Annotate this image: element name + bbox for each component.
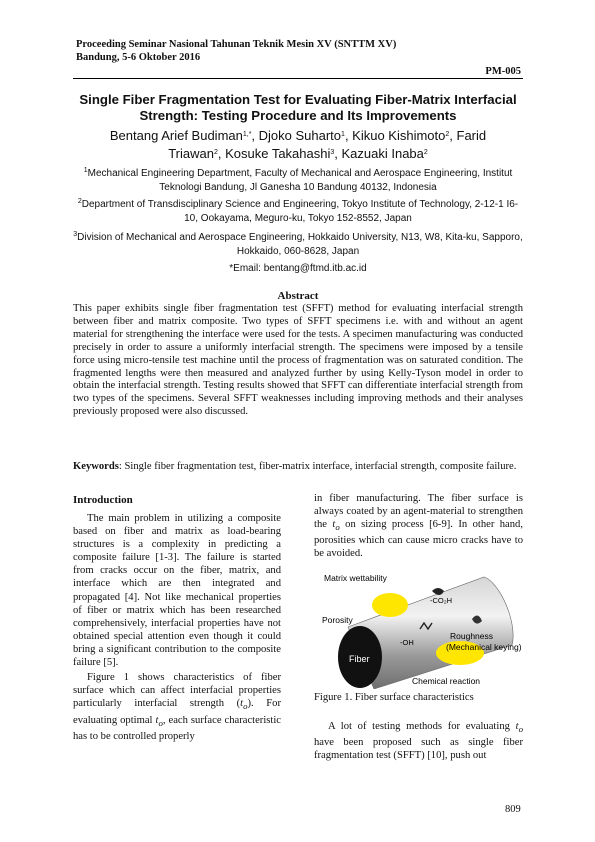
introduction-heading: Introduction [73,494,133,506]
label-chemical-reaction: Chemical reaction [412,676,481,686]
abstract-heading: Abstract [277,290,319,302]
proceeding-title: Proceeding Seminar Nasional Tahunan Teknik Mesin XV (SNTTM XV) [76,39,397,50]
label-oh-group: -OH [400,638,414,647]
proceeding-header [76,38,536,64]
intro-paragraph-4: A lot of testing methods for evaluating $t_o$ have been proposed such as single fiber fragmentation test (SFFT) [10], push out [314,721,523,762]
intro-paragraph-3: in fiber manufacturing. The fiber surface is always coated by an agent-material to strengthen the $t_o$ on sizing process [6-9]. In other hand, porosities which can cause micro cracks have to be avoided. [314,493,524,560]
page-number: 809 [505,804,521,815]
proceeding-location: Bandung, 5-6 Oktober 2016 [76,52,201,63]
figure-1-caption: Figure 1. Fiber surface characteristics [314,692,474,703]
paper-title: Single Fiber Fragmentation Test for Evaluating Fiber-Matrix Interfacial Strength: Testing Procedure and Its Improvements [79,92,517,123]
header-divider [73,78,523,79]
affiliation-2: $^2$Department of Transdisciplinary Science and Engineering, Tokyo Institute of Technology, 2-12-1 I6-10, Ookayama, Meguro-ku, Tokyo 152-8552, Japan [77,198,519,224]
keywords-text: : Single fiber fragmentation test, fiber-matrix interface, interfacial strength, composite failure. [118,461,517,472]
author-line-1: Bentang Arief Budiman$^{1,*}$, Djoko Suharto$^1$, Kikuo Kishimoto$^2$, Farid [109,128,487,143]
right-column-top [314,492,523,561]
figure-1-fiber-surface [312,563,524,689]
intro-paragraph-2: Figure 1 shows characteristics of fiber surface which can affect interfacial properties particularly interfacial strength $(t_o)$. For evaluating optimal $t_o$, each surface characteristic has to be controlled properly [73,672,281,742]
keywords [73,460,523,473]
label-co2h-group: -CO₂H [430,596,453,605]
matrix-wettability-patch [372,593,408,617]
right-column-bottom [314,720,523,762]
keywords-label: Keywords [73,461,119,472]
abstract-text: This paper exhibits single fiber fragmentation test (SFFT) method for evaluating interfacial strength between fiber and matrix composite. Two types of SFFT specimens i.e. with and without an agent material for strengthening the interface were used for the tests. A specimen manufacturing was conducted precisely in order to assure a uniformly interfacial strength. The specimens were imposed by a tensile force using micro-tensile test machine until the process of fragmentation was on saturated condition. The fragmented lengths were then measured and analyzed further by using Kelly-Tyson model in order to obtain the interfacial strength. Testing results showed that SFFT can differentiate interfacial strength from two types of the specimens. Several SFFT weaknesses including improving methods and their analyses previously proposed were also discussed. [73,303,523,418]
label-fiber: Fiber [349,654,370,664]
author-list [80,127,516,163]
intro-paragraph-1: The main problem in utilizing a composite based on fiber and matrix as load-bearing structures is a complexity in predicting a composite failure [1-3]. The failure is started from cracks occur on the fiber, matrix, and interface which are then integrated and propagated [4]. Not like mechanical properties of fiber or matrix which has been researched comprehensively, interfacial properties have not obtained special attention even though it could bring a significant contribution to the composite failure [5]. [73,513,281,669]
label-porosity: Porosity [322,615,353,625]
author-line-2: Triawan$^2$, Kosuke Takahashi$^3$, Kazuaki Inaba$^2$ [168,146,428,161]
paper-code: PM-005 [485,66,521,77]
label-roughness: Roughness [450,631,494,641]
label-matrix-wettability: Matrix wettability [324,573,387,583]
left-column [73,512,281,743]
label-mechanical-keying: (Mechanical keying) [446,642,522,652]
affiliation-3: $^3$Division of Mechanical and Aerospace Engineering, Hokkaido University, N13, W8, Kita-ku, Sapporo, Hokkaido, 060-8628, Japan [73,231,523,257]
affiliation-1: $^1$Mechanical Engineering Department, Faculty of Mechanical and Aerospace Engineering, Institut Teknologi Bandung, Jl Ganesha 10 Bandung 40132, Indonesia [83,167,513,193]
corresponding-email: *Email: bentang@ftmd.itb.ac.id [229,263,367,274]
